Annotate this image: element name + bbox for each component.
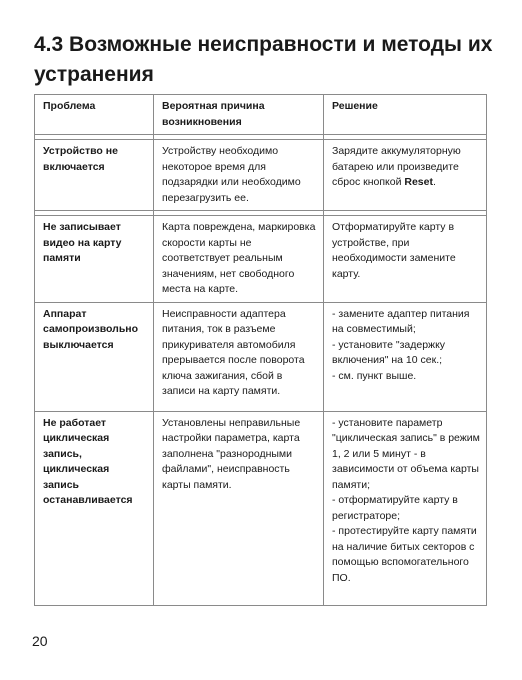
solution-line: - установите параметр "циклическая запись" в режим 1, 2 или 5 минут - в зависимости от объема карты памяти; [332, 416, 480, 491]
header-problem: Проблема [35, 95, 154, 135]
cause-cell: Неисправности адаптера питания, ток в разъеме прикуривателя автомобиля прерывается после поворота ключа зажигания, сбой в записи на карту памяти. [154, 302, 324, 411]
problem-cell: Не работает циклическая запись, циклическая запись останавливается [35, 411, 154, 605]
solution-line: - отформатируйте карту в регистраторе; [332, 494, 458, 522]
solution-line: - протестируйте карту памяти на наличие битых секторов с помощью вспомогательного ПО. [332, 525, 477, 584]
cause-cell: Устройству необходимо некоторое время для подзарядки или необходимо перезагрузить ее. [154, 140, 324, 211]
reset-key-label: Reset [404, 176, 433, 188]
solution-cell [324, 302, 487, 411]
solution-text: Зарядите аккумуляторную батарею или произведите сброс кнопкой [332, 145, 461, 188]
solution-line: - см. пункт выше. [332, 369, 417, 382]
page-number: 20 [32, 633, 48, 649]
problem-cell: Аппарат самопроизвольно выключается [35, 302, 154, 411]
table-header-row [35, 95, 487, 135]
table-row [35, 302, 487, 411]
section-title [34, 30, 494, 90]
problem-cell: Устройство не включается [35, 140, 154, 211]
table-row [35, 216, 487, 303]
solution-line: - установите "задержку включения" на 10 сек.; [332, 338, 446, 366]
solution-cell [324, 140, 487, 211]
table-row [35, 140, 487, 211]
solution-cell: Отформатируйте карту в устройстве, при необходимости замените карту. [324, 216, 487, 303]
section-title-line-1: 4.3 Возможные неисправности и методы их [34, 33, 493, 56]
section-title-line-2: устранения [34, 63, 154, 86]
troubleshooting-table [34, 94, 487, 606]
solution-cell [324, 411, 487, 605]
header-cause: Вероятная причина возникновения [154, 95, 324, 135]
header-solution: Решение [324, 95, 487, 135]
solution-line: - замените адаптер питания на совместимый; [332, 307, 470, 335]
problem-cell: Не записывает видео на карту памяти [35, 216, 154, 303]
cause-cell: Установлены неправильные настройки параметра, карта заполнена "разнородными файлами", неисправность карты памяти. [154, 411, 324, 605]
cause-cell: Карта повреждена, маркировка скорости карты не соответствует реальным значениям, нет свободного места на карте. [154, 216, 324, 303]
table-row [35, 411, 487, 605]
solution-text-end: . [432, 176, 436, 188]
